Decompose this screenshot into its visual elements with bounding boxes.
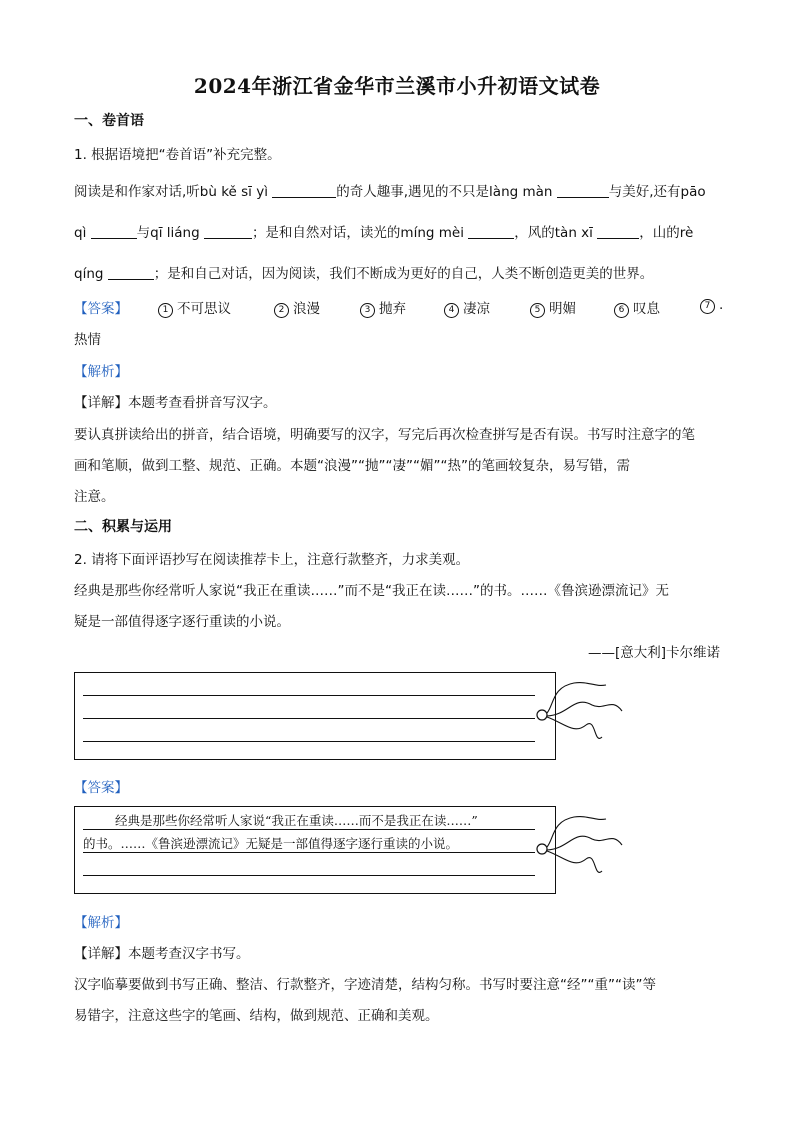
text-segment: ，山的rè bbox=[639, 225, 694, 241]
text-segment: qì bbox=[74, 225, 91, 241]
quote-line: 经典是那些你经常听人家说“我正在重读……”而不是“我正在读……”的书。……《鲁滨逊漂流记》无 bbox=[74, 583, 669, 599]
writing-line bbox=[83, 741, 535, 742]
text-segment: 与qī liáng bbox=[136, 225, 204, 241]
section-heading-2: 二、积累与运用 bbox=[74, 519, 172, 535]
card-string-icon bbox=[534, 675, 634, 755]
detail-heading-2: 【详解】本题考查汉字书写。 bbox=[74, 946, 250, 962]
answer-text: 抛弃 bbox=[379, 301, 406, 317]
analysis-paragraph-line: 汉字临摹要做到书写正确、整洁、行款整齐，字迹清楚，结构匀称。书写时要注意“经”“重”“读”等 bbox=[74, 977, 656, 993]
circled-number: 3 bbox=[360, 303, 375, 318]
answer-blank[interactable] bbox=[597, 224, 639, 239]
answer-item-5 bbox=[530, 297, 576, 318]
answer-label: 【答案】 bbox=[74, 301, 128, 317]
answer-label-2: 【答案】 bbox=[74, 780, 128, 796]
text-segment: 的奇人趣事,遇见的不只是làng màn bbox=[336, 184, 557, 200]
answer-item-7 bbox=[700, 297, 723, 314]
circled-number: 5 bbox=[530, 303, 545, 318]
answer-tail: 热情 bbox=[74, 332, 101, 348]
answer-item-4 bbox=[444, 297, 490, 318]
writing-line bbox=[83, 829, 535, 830]
writing-line bbox=[83, 718, 535, 719]
answer-text: 明媚 bbox=[549, 301, 576, 317]
answer-blank[interactable] bbox=[108, 265, 154, 280]
text-segment: 与美好,还有pāo bbox=[608, 184, 706, 200]
answer-item-1 bbox=[158, 297, 231, 318]
answer-blank[interactable] bbox=[204, 224, 252, 239]
answer-blank[interactable] bbox=[557, 183, 609, 198]
answer-blank[interactable] bbox=[91, 224, 137, 239]
analysis-paragraph-line: 易错字，注意这些字的笔画、结构，做到规范、正确和美观。 bbox=[74, 1008, 439, 1024]
reading-card-filled bbox=[74, 806, 556, 894]
card-text-line: 经典是那些你经常听人家说“我正在重读……而不是我正在读……” bbox=[115, 813, 478, 828]
answer-blank[interactable] bbox=[468, 224, 514, 239]
page-title: 2024年浙江省金华市兰溪市小升初语文试卷 bbox=[193, 74, 601, 98]
circled-number: 7 bbox=[700, 299, 715, 314]
analysis-paragraph-line: 注意。 bbox=[74, 489, 115, 505]
answer-blank[interactable] bbox=[272, 183, 336, 198]
answer-item-6 bbox=[614, 297, 660, 318]
answer-text: 凄凉 bbox=[463, 301, 490, 317]
quote-attribution: ——[意大利]卡尔维诺 bbox=[587, 645, 720, 661]
text-segment: ；是和自然对话，读光的míng mèi bbox=[251, 225, 469, 241]
question-1-line-1 bbox=[74, 180, 706, 200]
analysis-paragraph-line: 画和笔顺，做到工整、规范、正确。本题“浪漫”“抛”“凄”“媚”“热”的笔画较复杂，易写错，需 bbox=[74, 458, 630, 474]
text-segment: qíng bbox=[74, 266, 108, 282]
circled-number: 4 bbox=[444, 303, 459, 318]
analysis-label: 【解析】 bbox=[74, 364, 128, 380]
question-1-line-2 bbox=[74, 221, 693, 241]
writing-line bbox=[83, 852, 535, 853]
answer-item-2 bbox=[274, 297, 320, 318]
text-segment: ；是和自己对话，因为阅读，我们不断成为更好的自己，人类不断创造更美的世界。 bbox=[153, 266, 654, 282]
card-string-icon bbox=[534, 809, 634, 889]
text-segment: ，风的tàn xī bbox=[514, 225, 598, 241]
answer-text: 不可思议 bbox=[177, 301, 231, 317]
writing-line bbox=[83, 695, 535, 696]
question-2-prompt: 2. 请将下面评语抄写在阅读推荐卡上，注意行款整齐，力求美观。 bbox=[74, 552, 470, 568]
section-heading-1: 一、卷首语 bbox=[74, 113, 144, 129]
answer-text: 浪漫 bbox=[293, 301, 320, 317]
analysis-paragraph-line: 要认真拼读给出的拼音，结合语境，明确要写的汉字，写完后再次检查拼写是否有误。书写时注意字的笔 bbox=[74, 427, 695, 443]
writing-line bbox=[83, 875, 535, 876]
circled-number: 6 bbox=[614, 303, 629, 318]
question-1-prompt: 1. 根据语境把“卷首语”补充完整。 bbox=[74, 147, 281, 163]
detail-heading: 【详解】本题考查看拼音写汉字。 bbox=[74, 395, 277, 411]
quote-line: 疑是一部值得逐字逐行重读的小说。 bbox=[74, 614, 290, 630]
answer-text: 叹息 bbox=[633, 301, 660, 317]
reading-card-empty[interactable] bbox=[74, 672, 556, 760]
answer-item-3 bbox=[360, 297, 406, 318]
card-text-line: 的书。……《鲁滨逊漂流记》无疑是一部值得逐字逐行重读的小说。 bbox=[83, 836, 459, 851]
circled-number: 2 bbox=[274, 303, 289, 318]
question-1-line-3 bbox=[74, 262, 653, 282]
circled-number: 1 bbox=[158, 303, 173, 318]
text-segment: 阅读是和作家对话,听bù kě sī yì bbox=[74, 184, 273, 200]
analysis-label-2: 【解析】 bbox=[74, 915, 128, 931]
answer-text: . bbox=[719, 297, 724, 313]
